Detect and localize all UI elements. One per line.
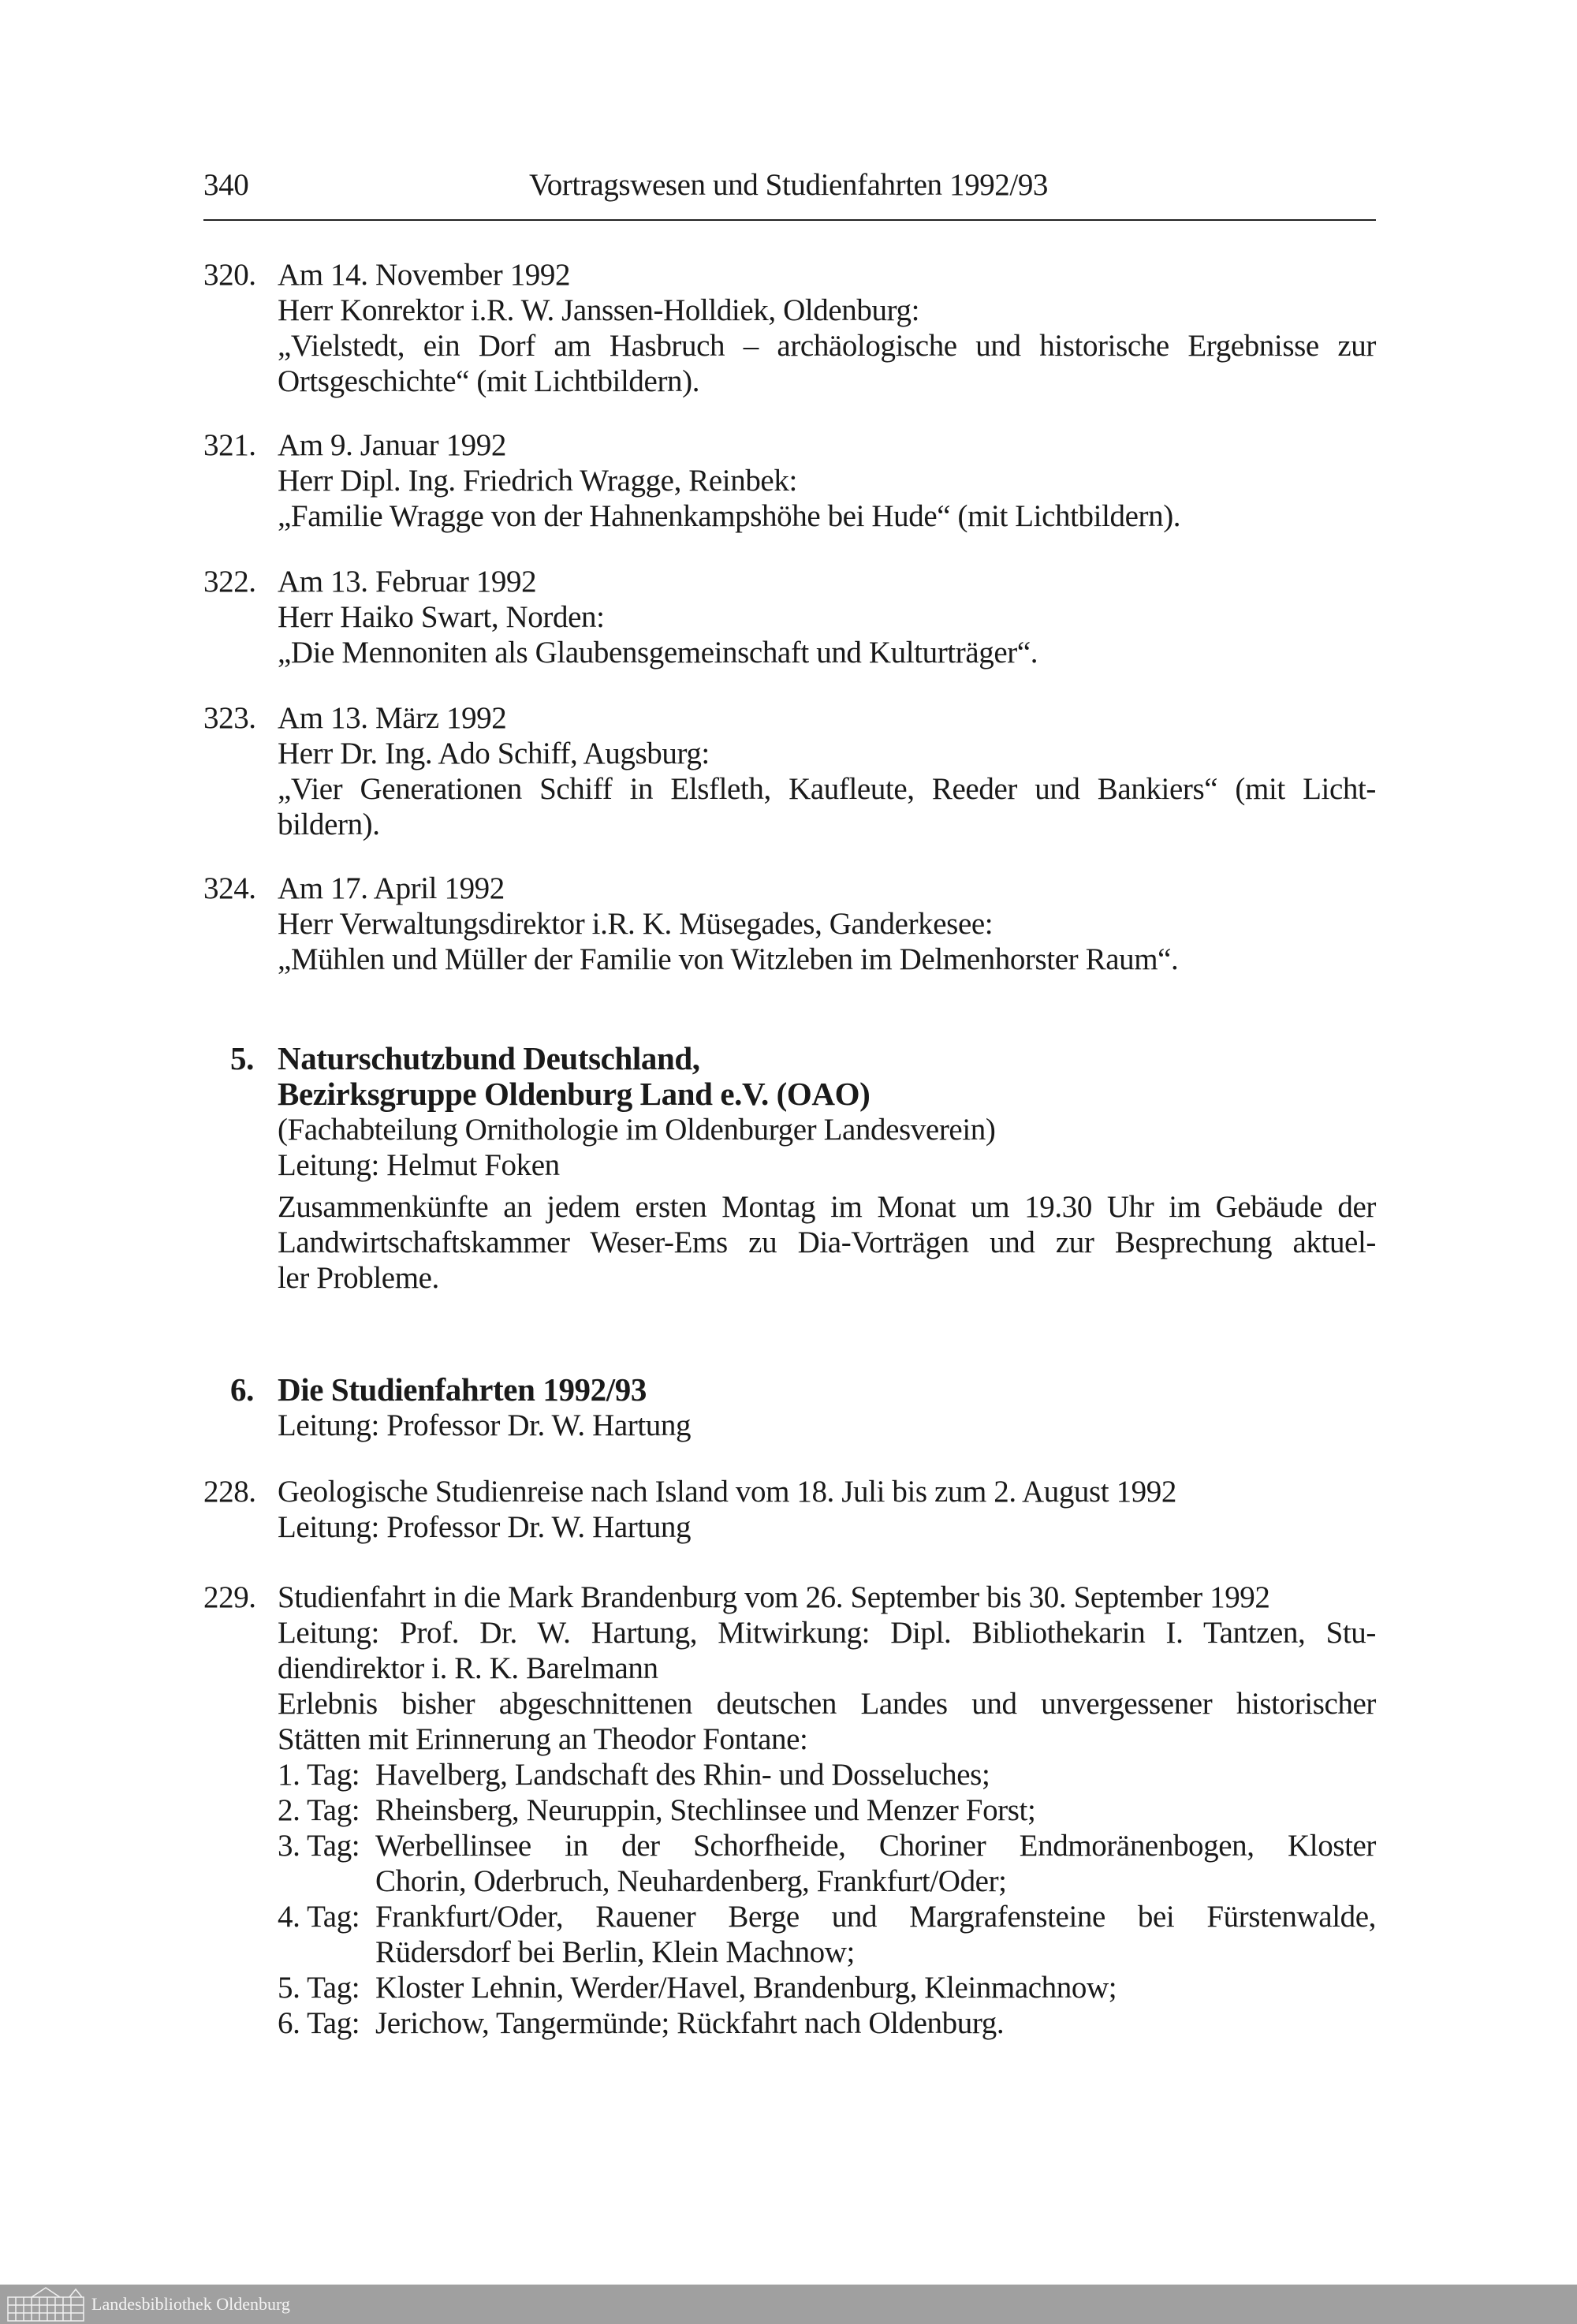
- day-text: Rheinsberg, Neuruppin, Stechlinsee und Menzer Forst;: [375, 1793, 1036, 1827]
- day-text: Werbellinsee in der Schorfheide, Choriner Endmoränenbogen, Kloster: [375, 1829, 1376, 1863]
- library-building-logo-icon: [6, 2286, 85, 2322]
- entry-body: [278, 1474, 1376, 1545]
- day-text: Chorin, Oderbruch, Neuhardenberg, Frankfurt/Oder;: [375, 1864, 1007, 1898]
- section-number: 5.: [230, 1040, 254, 1076]
- entry-body: [278, 257, 1376, 399]
- day-item: [278, 1792, 1376, 1828]
- section-leader: Leitung: Professor Dr. W. Hartung: [278, 1408, 692, 1442]
- text-line: Herr Haiko Swart, Norden:: [278, 600, 605, 634]
- text-line: Leitung: Professor Dr. W. Hartung: [278, 1510, 692, 1544]
- text-line: bildern).: [278, 808, 380, 841]
- section-title: Die Studienfahrten 1992/93: [278, 1371, 647, 1408]
- text-line: Am 13. März 1992: [278, 701, 507, 735]
- text-line: Herr Dipl. Ing. Friedrich Wragge, Reinbek:: [278, 464, 797, 498]
- entry-number: 323.: [203, 701, 256, 735]
- entry-number: 321.: [203, 428, 256, 462]
- text-line: diendirektor i. R. K. Barelmann: [278, 1651, 658, 1685]
- day-first-line: [278, 1757, 1376, 1792]
- text-line: „Vier Generationen Schiff in Elsfleth, Kaufleute, Reeder und Bankiers“ (mit Licht-: [278, 772, 1376, 806]
- text-line: „Familie Wragge von der Hahnenkampshöhe bei Hude“ (mit Lichtbildern).: [278, 499, 1181, 533]
- entry-body: [278, 564, 1376, 670]
- day-item: [278, 2005, 1376, 2041]
- text-line: ler Probleme.: [278, 1261, 439, 1295]
- footer-bar: [0, 2285, 1577, 2324]
- day-first-line: [278, 1792, 1376, 1828]
- entry-321: [203, 427, 1376, 534]
- entry-324: [203, 871, 1376, 977]
- text-line: „Mühlen und Müller der Familie von Witzleben im Delmenhorster Raum“.: [278, 942, 1179, 976]
- day-text: Kloster Lehnin, Werder/Havel, Brandenburg, Kleinmachnow;: [375, 1971, 1117, 2005]
- section-leader: Leitung: Helmut Foken: [278, 1148, 560, 1182]
- text-line: Am 9. Januar 1992: [278, 428, 506, 462]
- trip-229: [203, 1580, 1376, 2041]
- trip-228: [203, 1474, 1376, 1545]
- section-title: Bezirksgruppe Oldenburg Land e.V. (OAO): [278, 1076, 871, 1112]
- text-line: Herr Dr. Ing. Ado Schiff, Augsburg:: [278, 737, 710, 770]
- entry-number: 322.: [203, 565, 256, 599]
- day-label: 3. Tag:: [278, 1829, 360, 1863]
- day-item: [278, 1828, 1376, 1899]
- day-first-line: [278, 1970, 1376, 2005]
- day-text: Havelberg, Landschaft des Rhin- und Dosseluches;: [375, 1758, 990, 1792]
- text-line: Ortsgeschichte“ (mit Lichtbildern).: [278, 364, 700, 398]
- entry-body: [278, 427, 1376, 534]
- day-item: [278, 1970, 1376, 2005]
- text-line: Am 17. April 1992: [278, 871, 505, 905]
- day-label: 2. Tag:: [278, 1793, 360, 1827]
- day-item: [278, 1757, 1376, 1792]
- text-line: „Die Mennoniten als Glaubensgemeinschaft und Kulturträger“.: [278, 636, 1038, 670]
- text-line: Landwirtschaftskammer Weser-Ems zu Dia-Vorträgen und zur Besprechung aktuel-: [278, 1225, 1376, 1259]
- page-number: 340: [203, 168, 249, 202]
- section-5: [203, 1041, 1376, 1296]
- entry-number: 229.: [203, 1580, 256, 1614]
- day-label: 1. Tag:: [278, 1758, 360, 1792]
- day-label: 4. Tag:: [278, 1900, 360, 1934]
- text-line: „Vielstedt, ein Dorf am Hasbruch – archäologische und historische Ergebnisse zur: [278, 329, 1376, 363]
- entry-body: [278, 871, 1376, 977]
- entry-number: 228.: [203, 1475, 256, 1509]
- text-line: Studienfahrt in die Mark Brandenburg vom 26. September bis 30. September 1992: [278, 1580, 1270, 1614]
- day-label: 6. Tag:: [278, 2006, 360, 2040]
- header-rule: [203, 219, 1376, 221]
- text-line: Herr Verwaltungsdirektor i.R. K. Müsegades, Ganderkesee:: [278, 907, 994, 941]
- day-first-line: [278, 1828, 1376, 1863]
- text-line: Geologische Studienreise nach Island vom 18. Juli bis zum 2. August 1992: [278, 1475, 1176, 1509]
- day-text: Frankfurt/Oder, Rauener Berge und Margrafensteine bei Fürstenwalde,: [375, 1900, 1376, 1934]
- entry-body: [278, 1580, 1376, 2041]
- section-number: 6.: [230, 1371, 254, 1408]
- running-title: Vortragswesen und Studienfahrten 1992/93: [528, 168, 1049, 202]
- day-first-line: [278, 2005, 1376, 2041]
- section-paragraph: [278, 1189, 1376, 1296]
- text-line: Am 13. Februar 1992: [278, 565, 537, 599]
- text-line: Zusammenkünfte an jedem ersten Montag im Monat um 19.30 Uhr im Gebäude der: [278, 1190, 1376, 1224]
- entry-322: [203, 564, 1376, 670]
- day-label: 5. Tag:: [278, 1971, 360, 2005]
- section-title: Naturschutzbund Deutschland,: [278, 1040, 700, 1076]
- day-first-line: [278, 1899, 1376, 1934]
- text-line: Leitung: Prof. Dr. W. Hartung, Mitwirkung: Dipl. Bibliothekarin I. Tantzen, Stu-: [278, 1616, 1376, 1650]
- section-6: [203, 1372, 1376, 1443]
- text-line: Stätten mit Erinnerung an Theodor Fontane:: [278, 1722, 808, 1756]
- entry-number: 324.: [203, 871, 256, 905]
- library-name: Landesbibliothek Oldenburg: [91, 2294, 290, 2314]
- entry-320: [203, 257, 1376, 399]
- entry-number: 320.: [203, 258, 256, 292]
- section-subtitle: (Fachabteilung Ornithologie im Oldenburger Landesverein): [278, 1113, 996, 1147]
- entry-323: [203, 700, 1376, 842]
- text-line: Erlebnis bisher abgeschnittenen deutschen Landes und unvergessener historischer: [278, 1687, 1376, 1721]
- text-line: Am 14. November 1992: [278, 258, 571, 292]
- entry-body: [278, 700, 1376, 842]
- day-text: Rüdersdorf bei Berlin, Klein Machnow;: [375, 1935, 855, 1969]
- day-item: [278, 1899, 1376, 1970]
- text-line: Herr Konrektor i.R. W. Janssen-Holldiek, Oldenburg:: [278, 293, 920, 327]
- day-text: Jerichow, Tangermünde; Rückfahrt nach Oldenburg.: [375, 2006, 1005, 2040]
